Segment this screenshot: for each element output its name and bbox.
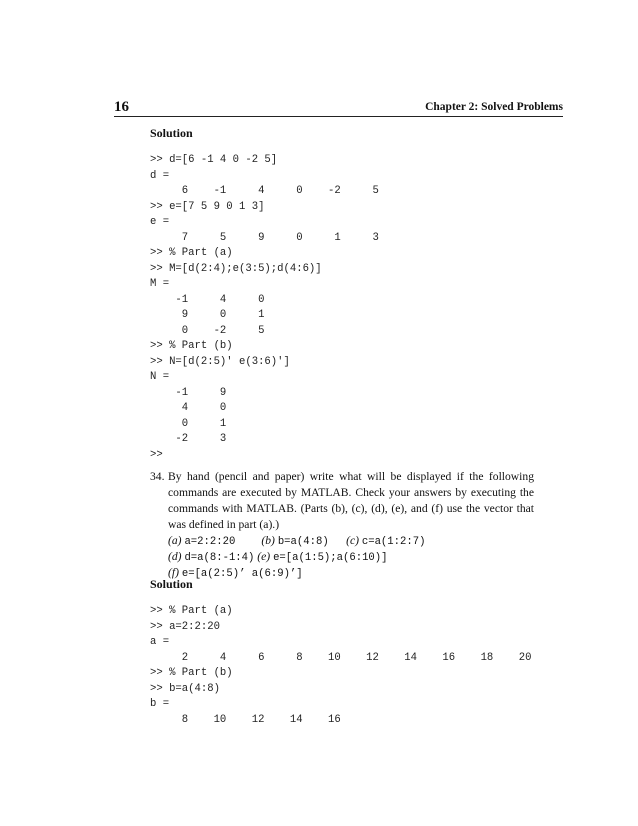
part-command: c=a(1:2:7) <box>361 536 426 548</box>
code-line: -1 9 <box>150 386 227 399</box>
code-line: e = <box>150 216 170 228</box>
code-line: >> <box>150 448 163 461</box>
solution-heading: Solution <box>150 577 193 591</box>
code-line: 4 0 <box>150 402 227 414</box>
code-line: 0 1 <box>150 417 227 430</box>
code-line: N = <box>150 371 170 383</box>
code-line: >> % Part (b) <box>150 340 233 352</box>
part-label: (c) <box>346 534 359 547</box>
code-line: 7 5 9 0 1 3 <box>150 231 379 244</box>
part-label: (a) <box>168 534 182 547</box>
part-command: b=a(4:8) <box>277 536 329 548</box>
part-label: (f) <box>168 566 179 579</box>
page-number: 16 <box>114 99 129 115</box>
code-line: >> % Part (a) <box>150 605 233 617</box>
code-line: >> M=[d(2:4);e(3:5);d(4:6)] <box>150 262 322 275</box>
code-line: 8 10 12 14 16 <box>150 713 341 726</box>
problem-number: 34. <box>150 470 165 483</box>
page-header <box>114 98 563 117</box>
matlab-session-output <box>150 153 379 463</box>
code-line: >> d=[6 -1 4 0 -2 5] <box>150 154 278 166</box>
part-command: d=a(8:-1:4) <box>184 552 255 564</box>
code-line: >> % Part (b) <box>150 667 233 679</box>
code-line: M = <box>150 278 170 290</box>
code-line: 9 0 1 <box>150 309 265 321</box>
code-line: b = <box>150 698 170 710</box>
code-line: 2 4 6 8 10 12 14 16 18 20 <box>150 651 532 664</box>
code-line: >> a=2:2:20 <box>150 620 220 633</box>
code-line: -2 3 <box>150 433 227 445</box>
problem-parts-row-1 <box>168 533 425 550</box>
part-label: (d) <box>168 550 182 563</box>
chapter-title: Chapter 2: Solved Problems <box>425 101 563 113</box>
code-line: >> % Part (a) <box>150 247 233 259</box>
code-line: a = <box>150 636 170 648</box>
part-command: e=[a(2:5)’ a(6:9)’] <box>181 568 303 580</box>
part-command: a=2:2:20 <box>184 536 236 548</box>
problem-parts-row-2 <box>168 549 388 566</box>
part-command: e=[a(1:5);a(6:10)] <box>273 552 388 564</box>
solution-heading: Solution <box>150 126 193 140</box>
code-line: 0 -2 5 <box>150 324 265 337</box>
code-line: 6 -1 4 0 -2 5 <box>150 185 379 197</box>
code-line: >> e=[7 5 9 0 1 3] <box>150 200 265 213</box>
code-line: >> b=a(4:8) <box>150 682 220 695</box>
code-line: d = <box>150 169 170 182</box>
code-line: -1 4 0 <box>150 293 265 306</box>
part-label: (e) <box>257 550 271 563</box>
code-line: >> N=[d(2:5)' e(3:6)'] <box>150 355 290 368</box>
matlab-session-output <box>150 604 531 728</box>
problem-statement: By hand (pencil and paper) write what will be displayed if the following commands are executed by MATLAB. Check your answers by executing the commands with MATLAB. (Parts (b), (c), (d), (e), and (f) use the vector that was defined in part (a).) <box>168 470 534 531</box>
part-label: (b) <box>261 534 275 547</box>
